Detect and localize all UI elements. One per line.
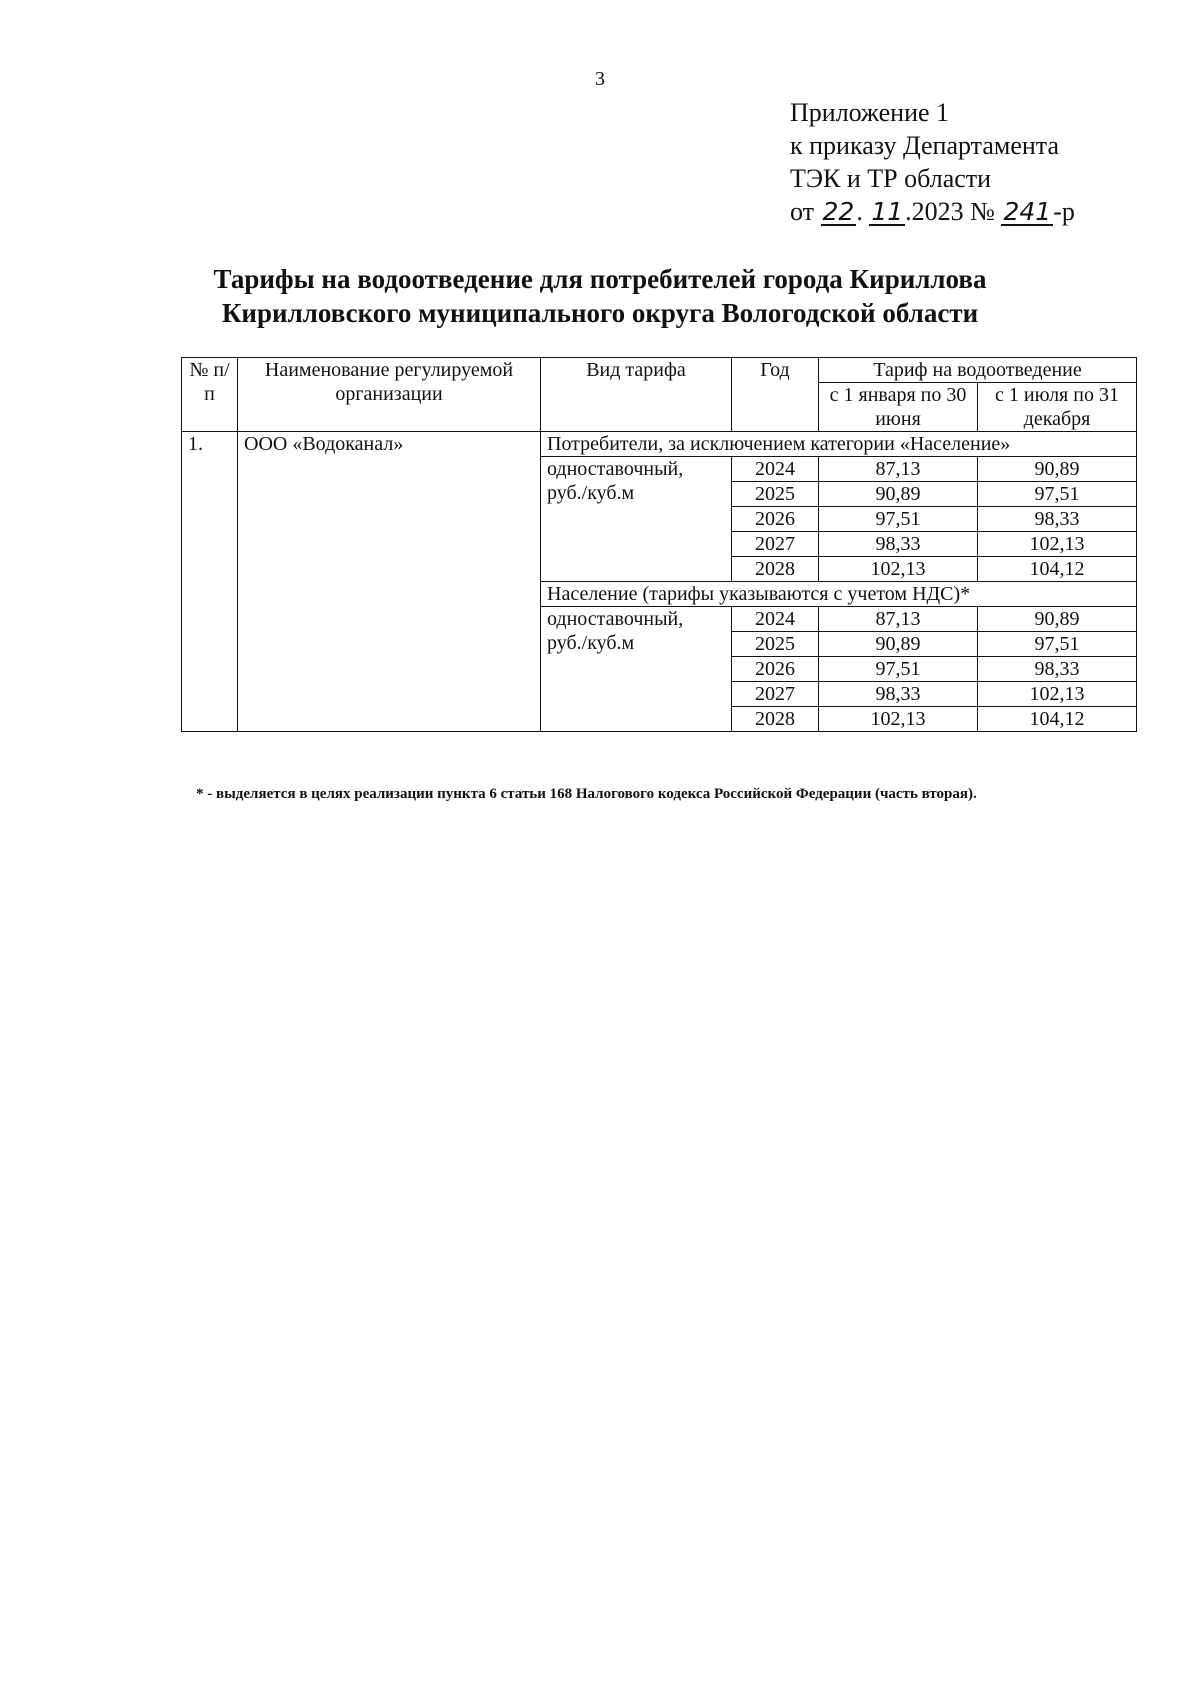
handwritten-order-number: 241 (1003, 197, 1052, 226)
tariff-second-half: 90,89 (978, 607, 1137, 632)
tariff-second-half: 104,12 (978, 707, 1137, 732)
year-cell: 2024 (732, 607, 819, 632)
handwritten-day: 22 (822, 197, 855, 226)
page-number: 3 (595, 68, 605, 90)
date-dot: . (856, 197, 863, 226)
year-cell: 2027 (732, 682, 819, 707)
row-number: 1. (182, 432, 238, 732)
order-suffix: -р (1053, 197, 1075, 226)
tariff-second-half: 97,51 (978, 482, 1137, 507)
tariff-first-half: 102,13 (819, 557, 978, 582)
document-title (0, 262, 1200, 330)
appendix-block (790, 96, 1075, 228)
tariff-first-half: 102,13 (819, 707, 978, 732)
tariff-table (181, 357, 1137, 732)
year-cell: 2026 (732, 507, 819, 532)
year-cell: 2028 (732, 557, 819, 582)
tariff-type: одноставочный, руб./куб.м (541, 457, 732, 582)
year-cell: 2027 (732, 532, 819, 557)
date-prefix: от (790, 197, 815, 226)
year-cell: 2024 (732, 457, 819, 482)
year-cell: 2028 (732, 707, 819, 732)
tariff-second-half: 97,51 (978, 632, 1137, 657)
header-num: № п/п (182, 358, 238, 432)
table-header-row (182, 358, 1137, 383)
appendix-line-3: ТЭК и ТР области (790, 164, 992, 193)
table-row (182, 432, 1137, 457)
appendix-line-2: к приказу Департамента (790, 131, 1060, 160)
tariff-second-half: 90,89 (978, 457, 1137, 482)
header-second-half: с 1 июля по 31 декабря (978, 383, 1137, 432)
tariff-first-half: 87,13 (819, 607, 978, 632)
category-label: Население (тарифы указываются с учетом НДС)* (541, 582, 1137, 607)
tariff-second-half: 102,13 (978, 682, 1137, 707)
header-first-half: с 1 января по 30 июня (819, 383, 978, 432)
tariff-first-half: 90,89 (819, 632, 978, 657)
handwritten-month: 11 (871, 197, 904, 226)
tariff-first-half: 87,13 (819, 457, 978, 482)
tariff-type: одноставочный, руб./куб.м (541, 607, 732, 732)
year-cell: 2026 (732, 657, 819, 682)
title-line-1: Тарифы на водоотведение для потребителей города Кириллова (213, 264, 987, 294)
header-tariff: Тариф на водоотведение (819, 358, 1137, 383)
tariff-first-half: 97,51 (819, 657, 978, 682)
appendix-line-1: Приложение 1 (790, 98, 950, 127)
tariff-first-half: 90,89 (819, 482, 978, 507)
year-cell: 2025 (732, 632, 819, 657)
title-line-2: Кирилловского муниципального округа Вологодской области (221, 298, 979, 328)
tariff-first-half: 98,33 (819, 532, 978, 557)
appendix-date-line (790, 195, 1075, 228)
organization-name: ООО «Водоканал» (238, 432, 541, 732)
category-label: Потребители, за исключением категории «Население» (541, 432, 1137, 457)
tariff-second-half: 104,12 (978, 557, 1137, 582)
header-year: Год (732, 358, 819, 432)
tariff-second-half: 102,13 (978, 532, 1137, 557)
header-tariff-type: Вид тарифа (541, 358, 732, 432)
header-organization: Наименование регулируемой организации (238, 358, 541, 432)
tariff-second-half: 98,33 (978, 507, 1137, 532)
tariff-first-half: 98,33 (819, 682, 978, 707)
date-year: .2023 № (905, 197, 995, 226)
footnote: * - выделяется в целях реализации пункта 6 статьи 168 Налогового кодекса Российской Федерации (часть вторая). (196, 786, 977, 802)
year-cell: 2025 (732, 482, 819, 507)
tariff-second-half: 98,33 (978, 657, 1137, 682)
tariff-first-half: 97,51 (819, 507, 978, 532)
